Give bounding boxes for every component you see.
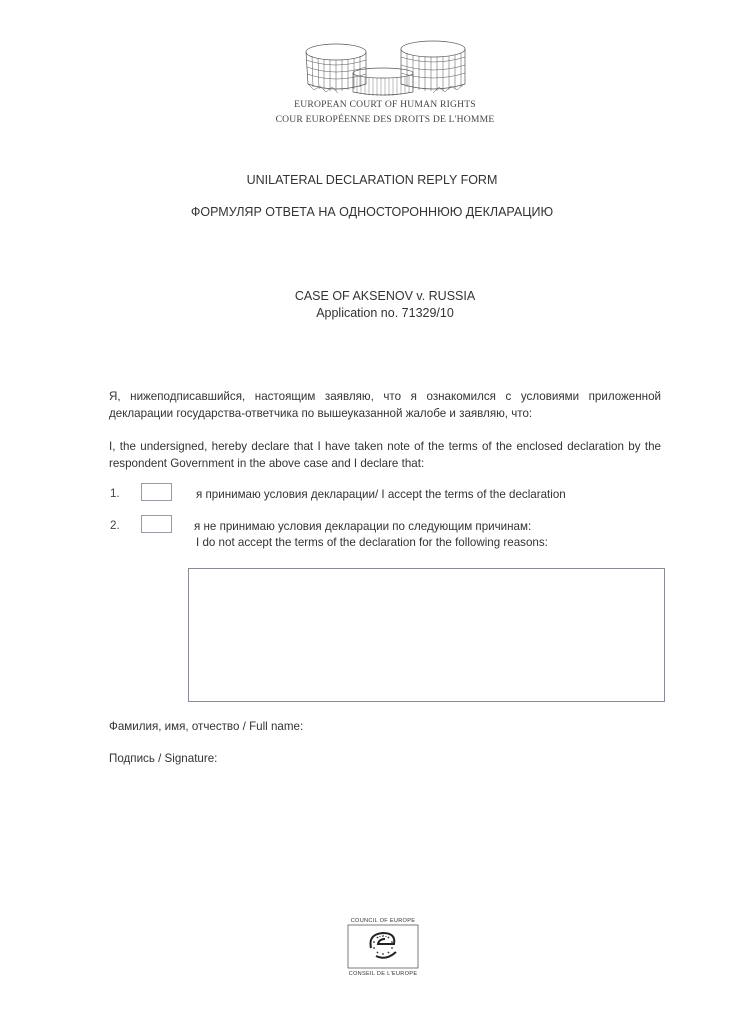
case-name: CASE OF AKSENOV v. RUSSIA — [294, 289, 476, 303]
coe-name-en: COUNCIL OF EUROPE — [350, 918, 416, 924]
signature-label: Подпись / Signature: — [109, 752, 218, 765]
accept-checkbox[interactable] — [141, 483, 172, 501]
reasons-textarea[interactable] — [188, 568, 665, 702]
reject-checkbox[interactable] — [141, 515, 172, 533]
full-name-label: Фамилия, имя, отчество / Full name: — [109, 720, 304, 733]
declaration-en: I, the undersigned, hereby declare that I have taken note of the terms of the enclosed declaration by the respondent Government in the above case and I declare that: — [109, 440, 661, 470]
form-title-ru: ФОРМУЛЯР ОТВЕТА НА ОДНОСТОРОННЮЮ ДЕКЛАРАЦИЮ — [190, 205, 554, 219]
option-2-label-en: I do not accept the terms of the declaration for the following reasons: — [196, 536, 548, 549]
option-1-label: я принимаю условия декларации/ I accept the terms of the declaration — [196, 488, 566, 501]
declaration-ru: Я, нижеподписавшийся, настоящим заявляю, что я ознакомился с условиями приложенной декларации государства-ответчика по вышеуказанной жалобе и заявляю, что: — [109, 390, 661, 420]
option-2-number: 2. — [110, 519, 120, 532]
coe-name-fr: CONSEIL DE L'EUROPE — [348, 971, 418, 977]
court-name-fr: COUR EUROPÉENNE DES DROITS DE L'HOMME — [275, 114, 495, 125]
application-number: Application no. 71329/10 — [316, 306, 454, 320]
option-1-number: 1. — [110, 487, 120, 500]
option-2-label-ru: я не принимаю условия декларации по следующим причинам: — [194, 520, 532, 533]
court-name-en: EUROPEAN COURT OF HUMAN RIGHTS — [294, 99, 476, 110]
council-of-europe-logo-icon — [346, 916, 420, 978]
form-title-en: UNILATERAL DECLARATION REPLY FORM — [246, 173, 498, 187]
court-building-icon — [303, 40, 467, 98]
